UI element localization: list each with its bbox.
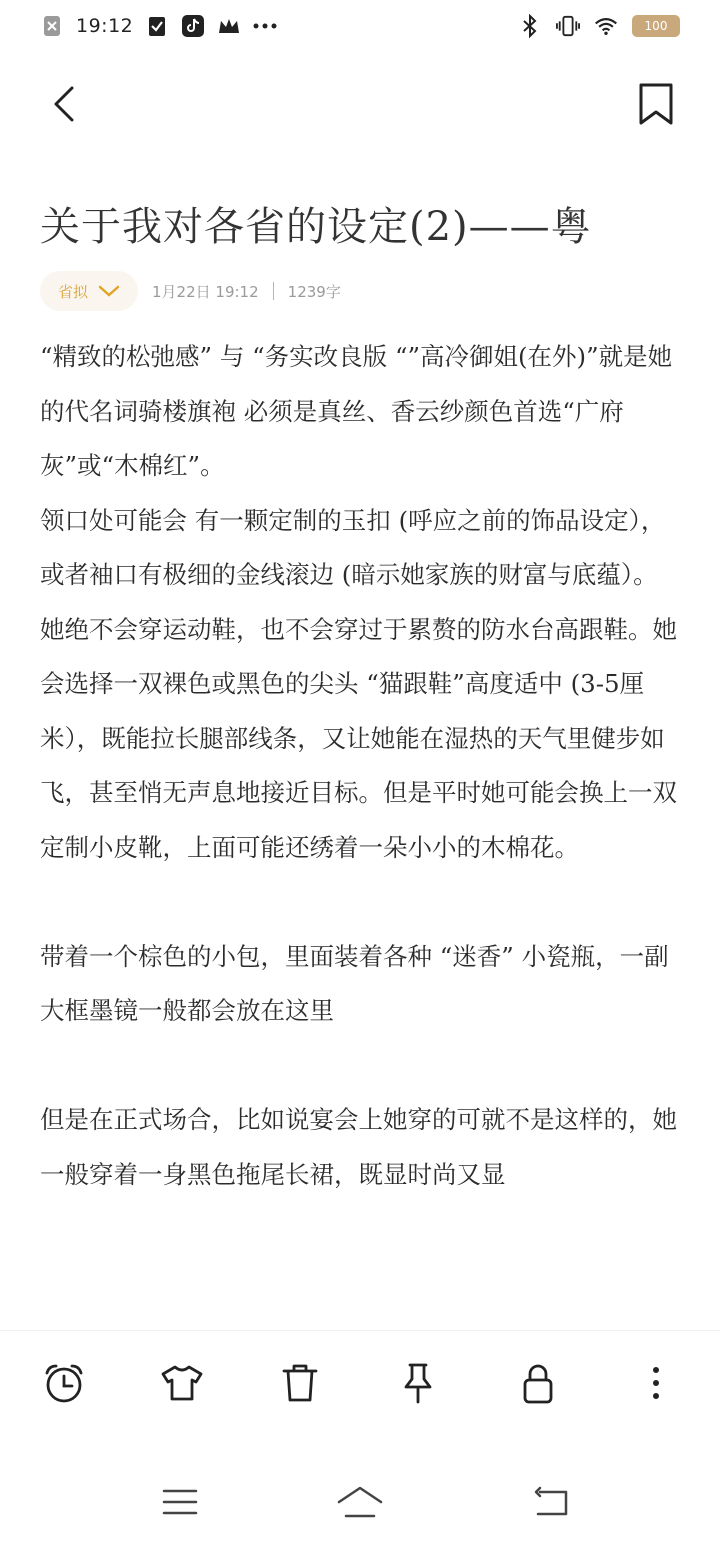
note-title[interactable]: 关于我对各省的设定(2)——粤 [40, 204, 592, 250]
top-nav [0, 70, 720, 140]
home-icon [336, 1485, 384, 1519]
note-date: 1月22日 19:12 [152, 282, 259, 301]
status-bar-left [40, 14, 277, 38]
back-icon [530, 1486, 570, 1518]
bluetooth-icon [518, 14, 542, 38]
battery-indicator: 100 [632, 15, 680, 37]
pin-button[interactable] [394, 1359, 442, 1407]
delete-button[interactable] [276, 1359, 324, 1407]
note-meta [40, 270, 341, 312]
paragraph: 带着一个棕色的小包，里面装着各种 “迷香” 小瓷瓶，一副大框墨镜一般都会放在这里 [40, 941, 669, 1025]
paragraph: “精致的松弛感” 与 “务实改良版 “”高冷御姐(在外)”就是她的代名词骑楼旗袍 必须是真丝、香云纱颜色首选“广府灰”或“木棉红”。 [40, 342, 673, 480]
pin-icon [396, 1361, 440, 1405]
system-nav-bar [0, 1460, 720, 1544]
more-dots-icon [253, 14, 277, 38]
tiktok-icon [181, 14, 205, 38]
status-bar [0, 0, 720, 56]
paragraph: 她绝不会穿运动鞋，也不会穿过于累赘的防水台高跟鞋。她会选择一双裸色或黑色的尖头 “猫跟鞋”高度适中 (3-5厘米），既能拉长腿部线条，又让她能在湿热的天气里健步如飞，甚至悄无声息地接近目标。但是平时她可能会换上一双定制小皮靴，上面可能还绣着一朵小小的木棉花。 [40, 614, 677, 862]
blank-line [40, 1039, 680, 1094]
more-vertical-icon [650, 1365, 662, 1401]
nav-back-button[interactable] [526, 1482, 574, 1522]
folder-label: 省拟 [58, 282, 89, 301]
crown-icon [217, 14, 241, 38]
checklist-icon [145, 14, 169, 38]
lock-button[interactable] [514, 1359, 562, 1407]
bookmark-icon [636, 82, 676, 126]
home-button[interactable] [336, 1482, 384, 1522]
paragraph: 领口处可能会 有一颗定制的玉扣 (呼应之前的饰品设定），或者袖口有极细的金线滚边 (暗示她家族的财富与底蕴）。 [40, 505, 666, 589]
paragraph: 但是在正式场合，比如说宴会上她穿的可就不是这样的，她一般穿着一身黑色拖尾长裙，既显时尚又显 [40, 1105, 677, 1189]
note-body[interactable] [40, 330, 680, 1202]
status-bar-right [518, 14, 680, 38]
wifi-icon [594, 14, 618, 38]
notification-close-icon [40, 14, 64, 38]
shirt-icon [160, 1361, 204, 1405]
alarm-icon [42, 1361, 86, 1405]
word-count: 1239字 [287, 282, 341, 301]
trash-icon [278, 1361, 322, 1405]
more-options-button[interactable] [632, 1359, 680, 1407]
bottom-toolbar [0, 1330, 720, 1441]
vibrate-icon [556, 14, 580, 38]
meta-divider [273, 282, 274, 300]
status-time: 19:12 [76, 15, 134, 37]
back-button[interactable] [44, 82, 88, 126]
blank-line [40, 875, 680, 930]
chevron-down-icon [98, 284, 120, 298]
bookmark-button[interactable] [636, 82, 676, 126]
recent-apps-button[interactable] [156, 1482, 204, 1522]
menu-icon [162, 1488, 198, 1516]
lock-icon [516, 1361, 560, 1405]
reminder-button[interactable] [40, 1359, 88, 1407]
folder-selector[interactable] [40, 271, 138, 311]
chevron-left-icon [44, 82, 88, 126]
skin-button[interactable] [158, 1359, 206, 1407]
